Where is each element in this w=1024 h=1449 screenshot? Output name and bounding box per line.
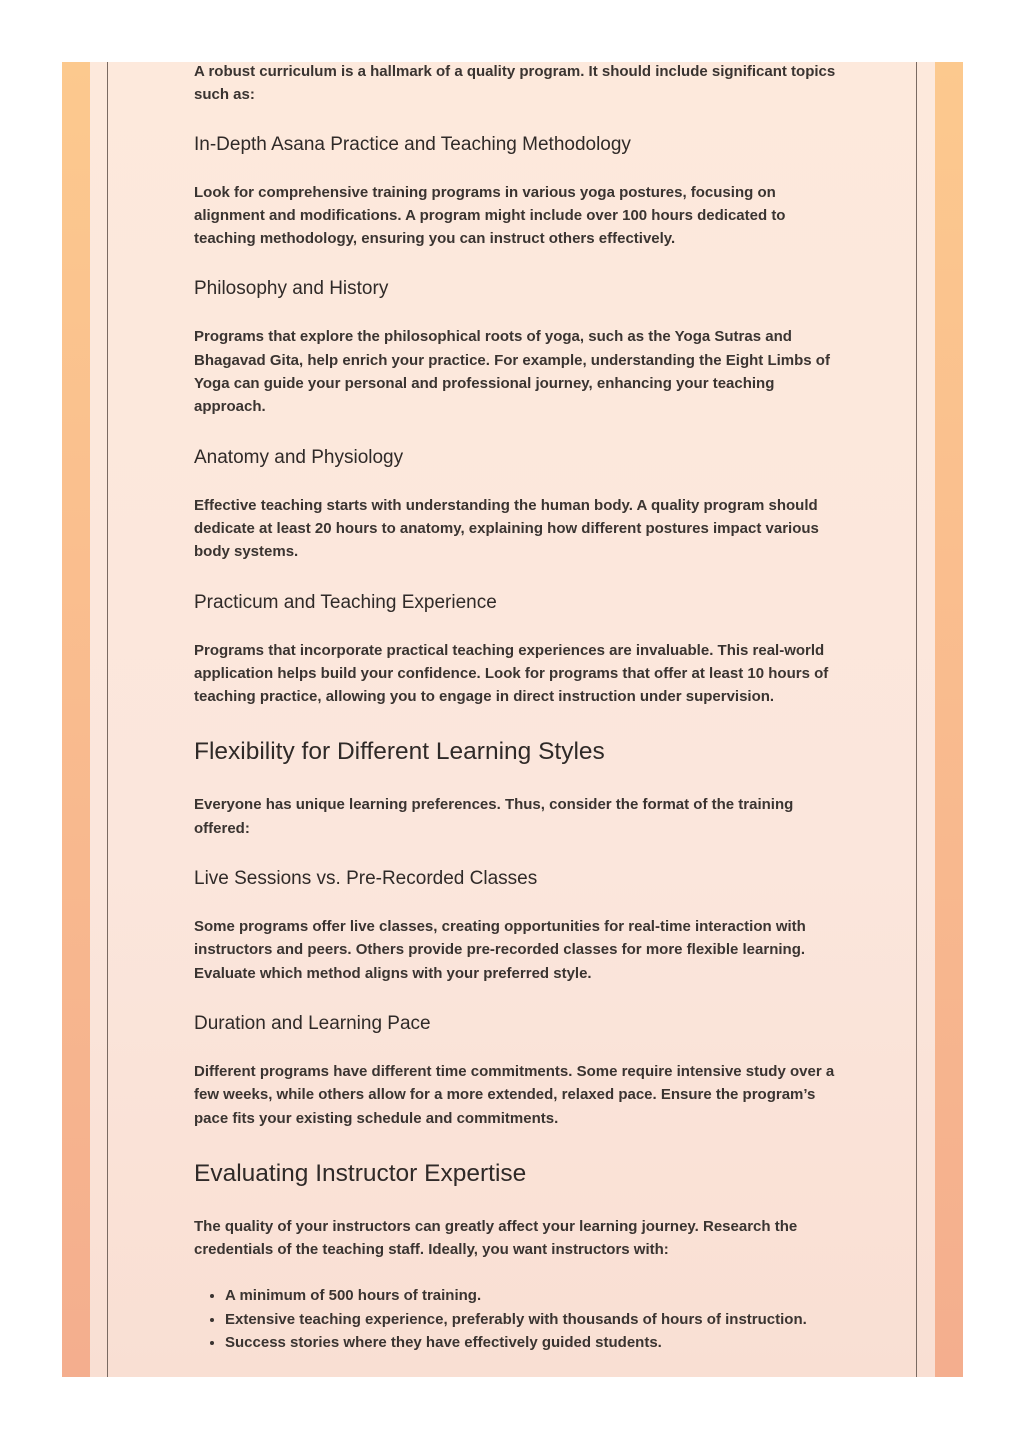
section-text-duration: Different programs have different time commitments. Some require intensive study over a few weeks, while others allow for a more extended, relaxed pace. Ensure the program’s pace fits your existing schedule and commitments. <box>194 1062 835 1127</box>
flexibility-intro: Everyone has unique learning preferences. Thus, consider the format of the training offered: <box>194 796 794 837</box>
instructor-criteria-list <box>194 1284 839 1354</box>
section-text-asana: Look for comprehensive training programs in various yoga postures, focusing on alignment and modifications. A program might include over 100 hours dedicated to teaching methodology, ensuring you can instruct others effectively. <box>194 183 786 248</box>
section-heading-asana: In-Depth Asana Practice and Teaching Methodology <box>194 133 631 155</box>
list-item: • Success stories where they have effectively guided students. <box>225 1331 839 1354</box>
section-text-anatomy: Effective teaching starts with understanding the human body. A quality program should dedicate at least 20 hours to anatomy, explaining how different postures impact various body systems. <box>194 496 819 561</box>
section-text-live-sessions: Some programs offer live classes, creating opportunities for real-time interaction with instructors and peers. Others provide pre-recorded classes for more flexible learning. Evaluate which method aligns with your preferred style. <box>194 918 806 982</box>
list-item: • Extensive teaching experience, preferably with thousands of hours of instruction. <box>225 1308 839 1331</box>
curriculum-intro: A robust curriculum is a hallmark of a quality program. It should include significant topics such as: <box>194 63 836 104</box>
heading-flexibility: Flexibility for Different Learning Styles <box>194 738 605 766</box>
section-heading-anatomy: Anatomy and Physiology <box>194 446 404 468</box>
article-body <box>194 60 839 1354</box>
section-text-philosophy: Programs that explore the philosophical roots of yoga, such as the Yoga Sutras and Bhagavad Gita, help enrich your practice. For example, understanding the Eight Limbs of Yoga can guide your personal and professional journey, enhancing your teaching approach. <box>194 328 830 416</box>
section-heading-practicum: Practicum and Teaching Experience <box>194 591 497 613</box>
instructors-intro: The quality of your instructors can greatly affect your learning journey. Research the credentials of the teaching staff. Ideally, you want instructors with: <box>194 1217 798 1259</box>
list-item: • A minimum of 500 hours of training. <box>225 1284 839 1307</box>
section-heading-duration: Duration and Learning Pace <box>194 1012 431 1034</box>
section-heading-live-sessions: Live Sessions vs. Pre-Recorded Classes <box>194 868 538 890</box>
section-text-practicum: Programs that incorporate practical teaching experiences are invaluable. This real-world application helps build your confidence. Look for programs that offer at least 10 hours of teaching practice, allowing you to engage in direct instruction under supervision. <box>194 641 829 706</box>
left-border-line <box>107 62 108 1377</box>
section-heading-philosophy: Philosophy and History <box>194 278 389 300</box>
right-border-line <box>916 62 917 1377</box>
heading-instructor-expertise: Evaluating Instructor Expertise <box>194 1159 527 1187</box>
